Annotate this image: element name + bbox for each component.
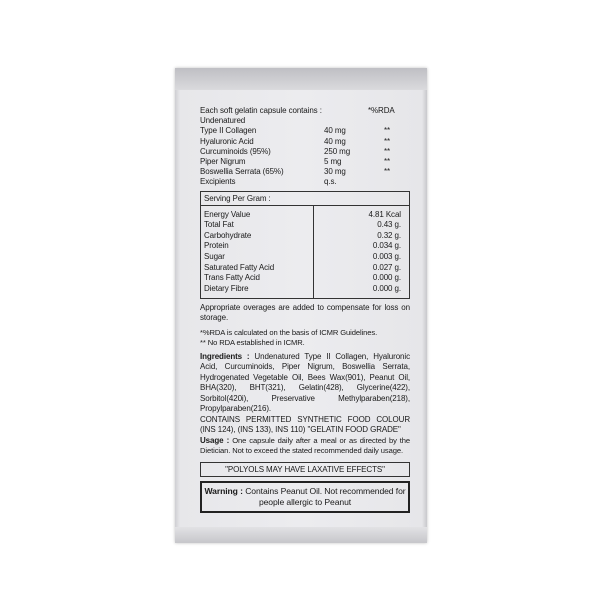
nutrient-value: 0.027 g. bbox=[372, 262, 401, 272]
no-rda-note: ** No RDA established in ICMR. bbox=[200, 337, 305, 347]
ingredient-quantity: 40 mg bbox=[324, 136, 346, 146]
box-top-flap bbox=[175, 68, 427, 90]
nutrient-name: Protein bbox=[204, 241, 229, 251]
rda-header: *%RDA bbox=[368, 106, 395, 115]
ingredients-paragraph bbox=[200, 352, 410, 415]
ingredient-quantity: q.s. bbox=[324, 177, 337, 187]
nutrient-value: 0.000 g. bbox=[372, 273, 401, 283]
composition-row bbox=[200, 157, 410, 167]
ingredient-name: Piper Nigrum bbox=[200, 156, 246, 166]
composition-row bbox=[200, 177, 410, 187]
ingredient-rda: ** bbox=[384, 136, 391, 146]
nutrient-value: 0.32 g. bbox=[377, 230, 401, 240]
peanut-warning-box bbox=[200, 481, 410, 513]
serving-header: Serving Per Gram : bbox=[201, 192, 409, 206]
ingredient-rda: ** bbox=[384, 146, 391, 156]
composition-title: Each soft gelatin capsule contains : bbox=[200, 106, 322, 115]
usage-text: One capsule daily after a meal or as directed by the Dietician. Not to exceed the stated recommended daily usage. bbox=[200, 435, 410, 455]
nutrient-name: Dietary Fibre bbox=[204, 283, 249, 293]
polyols-warning: "POLYOLS MAY HAVE LAXATIVE EFFECTS" bbox=[200, 462, 410, 477]
nutrient-value: 0.43 g. bbox=[377, 220, 401, 230]
nutrient-name: Carbohydrate bbox=[204, 230, 252, 240]
product-box bbox=[175, 68, 427, 543]
ingredient-quantity: 40 mg bbox=[324, 126, 346, 136]
nutrient-name: Energy Value bbox=[204, 209, 251, 219]
composition-row bbox=[200, 137, 410, 147]
ingredient-rda: ** bbox=[384, 156, 391, 166]
composition-row bbox=[200, 126, 410, 136]
ingredient-name: Excipients bbox=[200, 177, 236, 187]
usage-paragraph bbox=[200, 436, 410, 457]
composition-row bbox=[200, 167, 410, 177]
composition-header bbox=[200, 106, 410, 116]
ingredient-quantity: 250 mg bbox=[324, 146, 351, 156]
colour-statement: CONTAINS PERMITTED SYNTHETIC FOOD COLOUR (INS 124), (INS 133), INS 110) "GELATIN FOOD GRADE" bbox=[200, 414, 410, 434]
overages-note: Appropriate overages are added to compensate for loss on storage. bbox=[200, 302, 410, 322]
nutrient-value: 0.000 g. bbox=[372, 283, 401, 293]
warning-text: Contains Peanut Oil. Not recommended for people allergic to Peanut bbox=[245, 485, 406, 507]
ingredient-name: Hyaluronic Acid bbox=[200, 136, 254, 146]
warning-label: Warning : bbox=[204, 485, 243, 496]
nutrient-value: 0.034 g. bbox=[372, 241, 401, 251]
nutrient-name: Trans Fatty Acid bbox=[204, 273, 260, 283]
label-panel bbox=[200, 106, 410, 513]
ingredients-text: Undenatured Type II Collagen, Hyaluronic Acid, Curcuminoids, Piper Nigrum, Boswellia Serrata, Hydrogenated Vegetable Oil, Bees Wax(901), Peanut Oil, BHA(320), BHT(321), Gelatin(428), Glycerine(422), Sorbitol(420i), Preservative Methylparaben(218), Propylparaben(216). bbox=[200, 351, 410, 413]
serving-table bbox=[200, 191, 410, 299]
nutrient-name: Saturated Fatty Acid bbox=[204, 262, 275, 272]
ingredients-label: Ingredients : bbox=[200, 351, 250, 361]
ingredient-rda: ** bbox=[384, 126, 391, 136]
nutrient-name: Total Fat bbox=[204, 220, 234, 230]
nutrient-name: Sugar bbox=[204, 251, 225, 261]
box-bottom-flap bbox=[175, 527, 427, 543]
ingredient-name: Curcuminoids (95%) bbox=[200, 146, 271, 156]
ingredient-name: Boswellia Serrata (65%) bbox=[200, 167, 284, 177]
ingredient-rda: ** bbox=[384, 167, 391, 177]
ingredient-name: Undenatured bbox=[200, 116, 246, 126]
serving-body bbox=[201, 206, 409, 298]
ingredient-quantity: 30 mg bbox=[324, 167, 346, 177]
composition-list bbox=[200, 116, 410, 187]
composition-row bbox=[200, 116, 410, 126]
nutrient-value: 0.003 g. bbox=[372, 251, 401, 261]
serving-divider bbox=[313, 206, 314, 298]
ingredient-quantity: 5 mg bbox=[324, 156, 342, 166]
usage-label: Usage : bbox=[200, 435, 230, 445]
composition-row bbox=[200, 147, 410, 157]
ingredient-name: Type II Collagen bbox=[200, 126, 257, 136]
rda-note: *%RDA is calculated on the basis of ICMR Guidelines. bbox=[200, 327, 378, 337]
nutrient-value: 4.81 Kcal bbox=[368, 209, 401, 219]
